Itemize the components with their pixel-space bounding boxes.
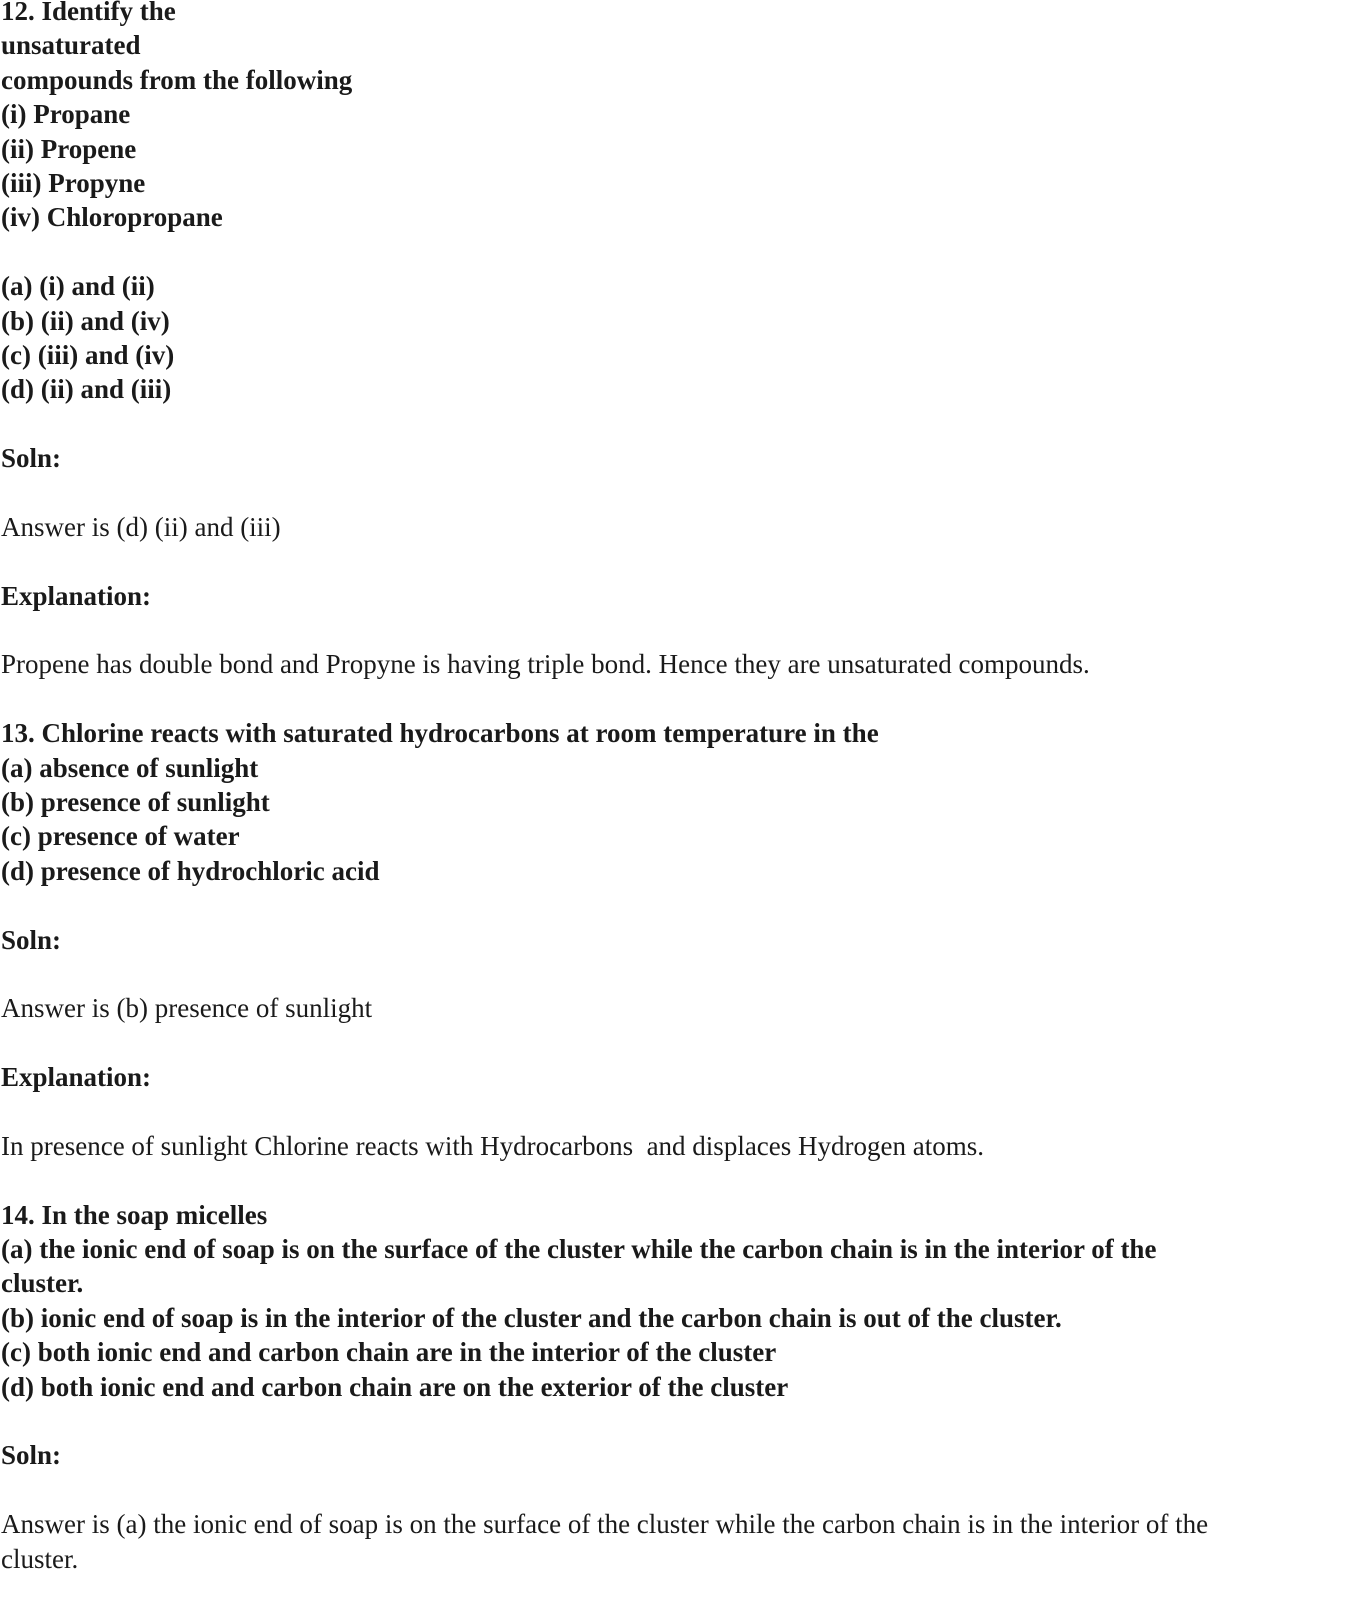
explanation-line: In presence of sunlight Chlorine reacts with Hydrocarbons and displaces Hydrogen atoms. (1, 1130, 984, 1161)
explanation-line: Propene has double bond and Propyne is having triple bond. Hence they are unsaturated compounds. (1, 649, 1090, 680)
heading-line: Soln: (1, 443, 62, 474)
blank-line (1, 1473, 1365, 1507)
option-line: (b) (ii) and (iv) (1, 305, 170, 336)
blank-line (1, 475, 1365, 509)
blank-line (1, 407, 1365, 441)
blank-line (1, 613, 1365, 647)
option-line: (a) (i) and (ii) (1, 271, 155, 302)
question-line: 13. Chlorine reacts with saturated hydrocarbons at room temperature in the (1, 718, 879, 749)
blank-line (1, 1163, 1365, 1197)
blank-line (1, 888, 1365, 922)
blank-line (1, 235, 1365, 269)
item-line: (iv) Chloropropane (1, 202, 223, 233)
option-line: (a) absence of sunlight (1, 752, 259, 783)
question-line: unsaturated (1, 30, 141, 61)
question-line: 14. In the soap micelles (1, 1199, 268, 1230)
answer-line: cluster. (1, 1543, 79, 1574)
answer-line: Answer is (b) presence of sunlight (1, 993, 373, 1024)
blank-line (1, 1026, 1365, 1060)
option-line: (b) presence of sunlight (1, 786, 270, 817)
option-line: (c) both ionic end and carbon chain are in the interior of the cluster (1, 1337, 777, 1368)
option-line: (a) the ionic end of soap is on the surface of the cluster while the carbon chain is in the interior of the (1, 1234, 1157, 1265)
answer-line: Answer is (a) the ionic end of soap is on the surface of the cluster while the carbon chain is in the interior of the (1, 1509, 1209, 1540)
document-page (1, 0, 1365, 1576)
option-line: (b) ionic end of soap is in the interior of the cluster and the carbon chain is out of the cluster. (1, 1302, 1062, 1333)
heading-line: Explanation: (1, 1062, 152, 1093)
item-line: (ii) Propene (1, 133, 137, 164)
item-line: (iii) Propyne (1, 167, 146, 198)
question-line: compounds from the following (1, 64, 353, 95)
blank-line (1, 1404, 1365, 1438)
question-line: 12. Identify the (1, 0, 176, 26)
heading-line: Soln: (1, 924, 62, 955)
blank-line (1, 957, 1365, 991)
answer-line: Answer is (d) (ii) and (iii) (1, 511, 281, 542)
heading-line: Soln: (1, 1440, 62, 1471)
option-line: cluster. (1, 1268, 84, 1299)
option-line: (d) (ii) and (iii) (1, 374, 172, 405)
item-line: (i) Propane (1, 99, 131, 130)
option-line: (d) presence of hydrochloric acid (1, 855, 380, 886)
option-line: (c) presence of water (1, 821, 240, 852)
blank-line (1, 544, 1365, 578)
heading-line: Explanation: (1, 580, 152, 611)
blank-line (1, 682, 1365, 716)
option-line: (d) both ionic end and carbon chain are on the exterior of the cluster (1, 1371, 789, 1402)
blank-line (1, 1095, 1365, 1129)
option-line: (c) (iii) and (iv) (1, 339, 175, 370)
